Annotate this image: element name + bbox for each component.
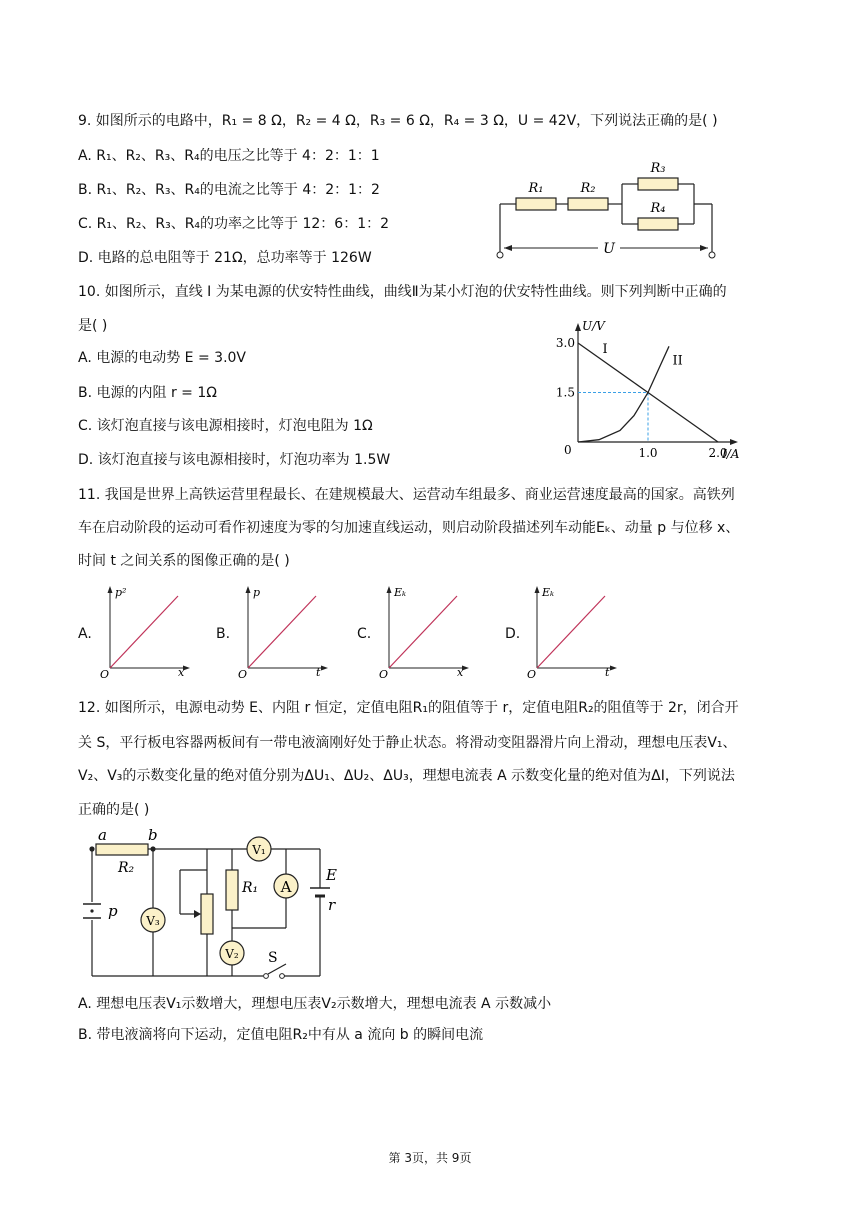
q12-label-a: a xyxy=(98,826,107,844)
q11-y-label: Eₖ xyxy=(542,586,555,599)
q12-label-amm: A xyxy=(280,878,292,896)
q10-option-c: C. 该灯泡直接与该电源相接时，灯泡电阻为 1Ω xyxy=(78,418,373,434)
q11-origin-label: O xyxy=(527,668,537,678)
q11-x-label: x xyxy=(178,666,185,678)
q10-series-ii-curve xyxy=(578,346,669,442)
q10-option-d: D. 该灯泡直接与该电源相接时，灯泡功率为 1.5W xyxy=(78,452,391,468)
q12-stem-line4: 正确的是( ) xyxy=(78,802,150,818)
q12-stem-line2: 关 S，平行板电容器两板间有一带电液滴刚好处于静止状态。将滑动变阻器滑片向上滑动，理想电压表V₁、 xyxy=(78,735,737,751)
q9-terminal-left xyxy=(497,252,503,258)
q11-y-label: p xyxy=(253,586,261,599)
q12-resistor-r2 xyxy=(96,844,148,855)
q11-y-label: Eₖ xyxy=(394,586,407,599)
q9-label-r4: R₄ xyxy=(650,201,666,216)
q11-origin-label: O xyxy=(238,668,248,678)
q10-stem-line2: 是( ) xyxy=(78,318,108,334)
q9-resistor-r3 xyxy=(638,178,678,190)
q10-ylabel: U/V xyxy=(582,319,605,333)
page-footer: 第 3页，共 9页 xyxy=(388,1151,472,1165)
q9-resistor-r1 xyxy=(516,198,556,210)
q11-graph-line xyxy=(248,596,316,668)
q11-x-label: t xyxy=(316,666,321,678)
q12-rheostat-slider xyxy=(194,910,201,918)
q10-origin-label: 0 xyxy=(564,443,572,457)
q9-terminal-right xyxy=(709,252,715,258)
q12-label-v1: V₁ xyxy=(252,843,266,857)
q10-guide-dashed xyxy=(578,393,648,443)
q11-origin-label: O xyxy=(379,668,389,678)
q11-stem-line3: 时间 t 之间关系的图像正确的是( ) xyxy=(78,553,290,569)
q12-label-r1: R₁ xyxy=(242,880,259,896)
q10-iv-chart xyxy=(548,316,748,464)
q9-resistor-r4 xyxy=(638,218,678,230)
q12-label-s: S xyxy=(268,950,278,966)
q11-graph xyxy=(238,582,332,682)
q12-rheostat xyxy=(201,894,213,934)
q11-option-label: A. xyxy=(78,626,92,642)
q9-option-d: D. 电路的总电阻等于 21Ω，总功率等于 126W xyxy=(78,250,372,266)
q12-label-v2: V₂ xyxy=(225,947,239,961)
q11-graph-line xyxy=(537,596,605,668)
q12-option-b: B. 带电液滴将向下运动，定值电阻R₂中有从 a 流向 b 的瞬间电流 xyxy=(78,1027,484,1043)
q12-label-v3: V₃ xyxy=(146,914,160,928)
q12-label-e: E xyxy=(326,866,337,884)
q9-option-a: A. R₁、R₂、R₃、R₄的电压之比等于 4：2：1：1 xyxy=(78,148,380,164)
q12-option-a: A. 理想电压表V₁示数增大，理想电压表V₂示数增大，理想电流表 A 示数减小 xyxy=(78,996,552,1012)
q12-node-a xyxy=(89,846,94,851)
q11-graph-line xyxy=(110,596,178,668)
q11-origin-label: O xyxy=(100,668,110,678)
q9-label-r2: R₂ xyxy=(580,181,596,196)
q10-series-ii-label: II xyxy=(672,353,683,369)
q10-option-a: A. 电源的电动势 E = 3.0V xyxy=(78,350,246,366)
q11-x-arrow xyxy=(610,666,617,671)
q11-y-arrow xyxy=(535,586,540,593)
q11-x-arrow xyxy=(321,666,328,671)
q12-label-r2: R₂ xyxy=(118,860,135,876)
q12-node-b xyxy=(150,846,155,851)
q10-xlabel: I/A xyxy=(722,447,740,461)
q11-option-label: D. xyxy=(505,626,521,642)
q12-stem-line3: V₂、V₃的示数变化量的绝对值分别为ΔU₁、ΔU₂、ΔU₃，理想电流表 A 示数变化量的绝对值为ΔI，下列说法 xyxy=(78,768,735,784)
q12-label-p: p xyxy=(108,902,118,920)
q11-graph xyxy=(379,582,473,682)
q9-stem: 9. 如图所示的电路中，R₁ = 8 Ω，R₂ = 4 Ω，R₃ = 6 Ω，R₄ = 3 Ω，U = 42V，下列说法正确的是( ) xyxy=(78,113,718,129)
q12-label-b: b xyxy=(148,826,158,844)
q11-x-label: x xyxy=(457,666,464,678)
q11-graph xyxy=(100,582,194,682)
q10-x-tick-label: 1.0 xyxy=(638,446,658,460)
q11-y-arrow xyxy=(246,586,251,593)
q11-stem-line2: 车在启动阶段的运动可看作初速度为零的匀加速直线运动，则启动阶段描述列车动能Eₖ、动量 p 与位移 x、 xyxy=(78,520,740,536)
q9-label-r1: R₁ xyxy=(528,181,544,196)
q9-option-b: B. R₁、R₂、R₃、R₄的电流之比等于 4：2：1：2 xyxy=(78,182,380,198)
q12-stem-line1: 12. 如图所示，电源电动势 E、内阻 r 恒定，定值电阻R₁的阻值等于 r，定值电阻R₂的阻值等于 2r，闭合开 xyxy=(78,700,739,716)
q9-circuit-diagram xyxy=(490,152,730,264)
q11-graph xyxy=(527,582,621,682)
q10-y-tick-label: 1.5 xyxy=(555,385,575,400)
q12-label-r: r xyxy=(328,896,336,914)
q10-stem-line1: 10. 如图所示，直线 I 为某电源的伏安特性曲线，曲线Ⅱ为某小灯泡的伏安特性曲线。则下列判断中正确的 xyxy=(78,284,727,300)
q9-resistor-r2 xyxy=(568,198,608,210)
q12-circuit-diagram xyxy=(80,826,350,986)
q10-option-b: B. 电源的内阻 r = 1Ω xyxy=(78,385,217,401)
q11-option-label: C. xyxy=(357,626,372,642)
q12-resistor-r1 xyxy=(226,870,238,910)
q11-x-label: t xyxy=(605,666,610,678)
q9-option-c: C. R₁、R₂、R₃、R₄的功率之比等于 12：6：1：2 xyxy=(78,216,390,232)
q12-droplet xyxy=(90,909,93,912)
q12-switch-contact xyxy=(264,974,269,979)
q11-graph-line xyxy=(389,596,457,668)
q10-y-tick-label: 3.0 xyxy=(555,336,575,350)
q11-y-label: p² xyxy=(115,586,127,599)
q10-series-i-label: I xyxy=(602,341,608,357)
q12-switch-contact xyxy=(280,974,285,979)
q9-label-r3: R₃ xyxy=(650,161,666,176)
q11-option-label: B. xyxy=(216,626,231,642)
q9-label-u: U xyxy=(603,241,615,257)
q11-stem-line1: 11. 我国是世界上高铁运营里程最长、在建规模最大、运营动车组最多、商业运营速度最高的国家。高铁列 xyxy=(78,487,735,503)
q11-y-arrow xyxy=(387,586,392,593)
q10-x-tick-label: 2.0 xyxy=(708,446,728,460)
q11-y-arrow xyxy=(108,586,113,593)
